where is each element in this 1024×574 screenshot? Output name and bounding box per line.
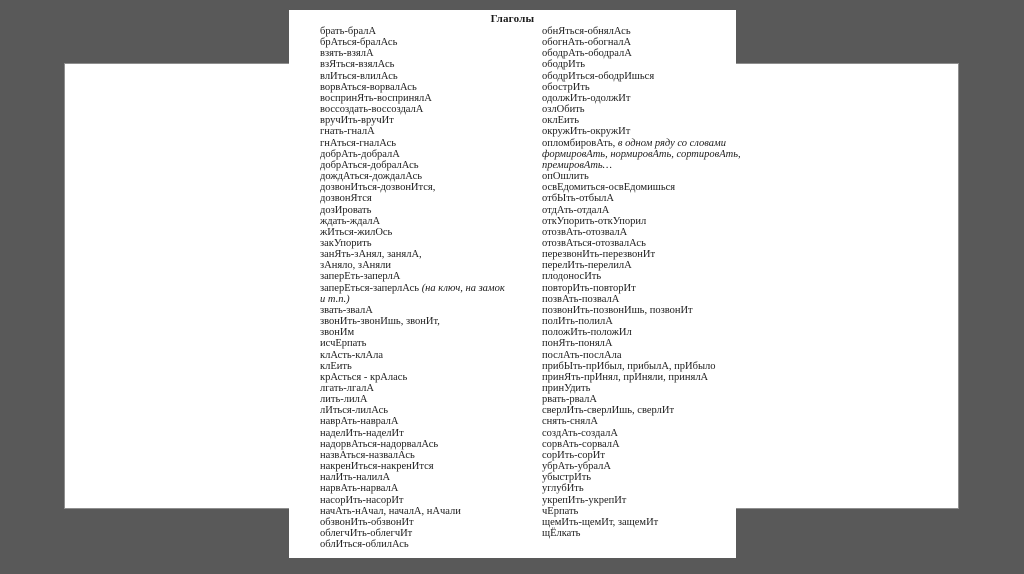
verb-line <box>542 182 741 193</box>
verb-text: оклЕить <box>542 115 580 127</box>
verb-text: сорИть-сорИт <box>542 449 605 461</box>
verb-text: чЕрпать <box>542 505 579 517</box>
verb-line <box>542 82 741 93</box>
verb-text: добрАться-добралАсь <box>320 159 419 171</box>
verb-line <box>320 350 505 361</box>
verb-text: сверлИть-сверлИшь, сверлИт <box>542 405 675 417</box>
verb-line <box>320 238 505 249</box>
verb-text: клАсть-клАла <box>320 349 384 361</box>
verb-line <box>320 37 505 48</box>
verb-text: полИть-полилА <box>542 316 613 328</box>
slide-page <box>289 10 741 558</box>
verb-line <box>542 59 741 70</box>
verb-line <box>542 383 741 394</box>
verb-line <box>542 249 741 260</box>
verb-line <box>320 138 505 149</box>
verb-line <box>320 495 505 506</box>
verb-text: закУпорить <box>320 237 372 249</box>
verb-line <box>320 539 505 550</box>
verb-text: брать-бралА <box>320 26 377 37</box>
verb-text: клЕить <box>320 360 352 372</box>
verb-line <box>542 294 741 305</box>
verb-line <box>542 93 741 104</box>
verb-text: отозвАться-отозвалАсь <box>542 237 646 249</box>
verb-text: лгать-лгалА <box>320 383 374 394</box>
verb-line <box>542 205 741 216</box>
verbs-column-left <box>320 26 505 550</box>
verb-text: плодоносИть <box>542 271 602 283</box>
verb-text: послАть-послАла <box>542 349 622 361</box>
verb-line <box>542 138 741 149</box>
verb-line <box>320 383 505 394</box>
verb-line <box>542 416 741 427</box>
verb-text: зАняло, зАняли <box>320 260 391 272</box>
verb-text: принЯть-прИнял, прИняли, принялА <box>542 371 709 383</box>
verb-text: опОшлить <box>542 171 589 183</box>
verb-line <box>320 260 505 271</box>
verb-note-italic: формировАть, нормировАть, сортировАть, <box>542 148 741 160</box>
verbs-column-right <box>542 26 741 539</box>
verb-text: отбЫть-отбылА <box>542 193 614 205</box>
verb-text: ободрАть-ободралА <box>542 48 632 60</box>
verb-line <box>542 461 741 472</box>
verb-line <box>320 294 505 305</box>
verb-text: сорвАть-сорвалА <box>542 438 620 450</box>
verb-line <box>542 405 741 416</box>
verb-line <box>320 115 505 126</box>
verb-text: создАть-создалА <box>542 427 618 439</box>
verb-text: обогнАть-обогналА <box>542 37 632 49</box>
verb-line <box>320 283 505 294</box>
verb-line <box>320 104 505 115</box>
verb-line <box>320 149 505 160</box>
verb-text: обзвонИть-обзвонИт <box>320 516 414 528</box>
verb-line <box>542 361 741 372</box>
verb-text: понЯть-понялА <box>542 338 613 350</box>
verb-line <box>320 394 505 405</box>
verb-text: прибЫть-прИбыл, прибылА, прИбыло <box>542 360 716 372</box>
verb-text: убыстрИть <box>542 472 592 484</box>
verb-line <box>320 271 505 282</box>
verb-text: одолжИть-одолжИт <box>542 92 631 104</box>
verb-line <box>542 271 741 282</box>
verb-text: откУпорить-откУпорил <box>542 215 647 227</box>
verb-text: накренИться-накренИтся <box>320 461 434 473</box>
verb-line <box>320 249 505 260</box>
verb-line <box>320 160 505 171</box>
verb-text: положИть-положИл <box>542 327 632 339</box>
verb-text: повторИть-повторИт <box>542 282 636 294</box>
verb-text: обострИть <box>542 81 590 93</box>
verb-line <box>542 450 741 461</box>
verb-line <box>320 71 505 82</box>
verb-line <box>320 327 505 338</box>
verb-text: лить-лилА <box>320 394 368 406</box>
verb-line <box>542 216 741 227</box>
verb-line <box>320 361 505 372</box>
verb-line <box>542 372 741 383</box>
verb-text: добрАть-добралА <box>320 148 400 160</box>
verb-text: углубИть <box>542 483 584 495</box>
verb-text: окружИть-окружИт <box>542 126 631 138</box>
verb-text: крАсться - крАлась <box>320 371 408 383</box>
verb-line <box>542 37 741 48</box>
verb-line <box>542 283 741 294</box>
verb-note-italic: премировАть… <box>542 159 613 171</box>
verb-line <box>542 394 741 405</box>
verb-line <box>542 316 741 327</box>
verb-note-italic: в одном ряду со словами <box>615 137 726 149</box>
verb-text: занЯть-зАнял, занялА, <box>320 249 422 261</box>
verb-line <box>320 316 505 327</box>
verb-text: дозИровать <box>320 204 372 216</box>
verb-text: звонИм <box>320 327 355 339</box>
verb-line <box>542 327 741 338</box>
verb-text: облИться-облилАсь <box>320 539 409 551</box>
verb-text: ждать-ждалА <box>320 215 381 227</box>
verb-line <box>320 338 505 349</box>
verb-text: воспринЯть-воспринялА <box>320 92 432 104</box>
verb-line <box>542 517 741 528</box>
verb-line <box>542 171 741 182</box>
verb-text: ободрИться-ободрИшься <box>542 70 655 82</box>
verb-line <box>542 472 741 483</box>
verb-text: щемИть-щемИт, защемИт <box>542 516 659 528</box>
verbs-title: Глаголы <box>490 13 535 25</box>
verb-line <box>542 71 741 82</box>
verb-text: вручИть-вручИт <box>320 115 394 127</box>
verb-line <box>320 93 505 104</box>
verb-line <box>542 104 741 115</box>
verb-text: жИться-жилОсь <box>320 226 393 238</box>
verb-text: наделИть-наделИт <box>320 427 404 439</box>
verb-text: начАть-нАчал, началА, нАчали <box>320 505 461 517</box>
verb-line <box>320 205 505 216</box>
verb-line <box>320 59 505 70</box>
verb-text: назвАться-назвалАсь <box>320 449 415 461</box>
verb-line <box>320 126 505 137</box>
verb-line <box>542 126 741 137</box>
verb-line <box>320 372 505 383</box>
verb-text: озлОбить <box>542 104 585 116</box>
verb-line <box>542 115 741 126</box>
verb-line <box>320 461 505 472</box>
verb-text: влИться-влилАсь <box>320 70 398 82</box>
verb-text: обнЯться-обнялАсь <box>542 26 631 37</box>
verb-text: гнАться-гналАсь <box>320 137 397 149</box>
verb-line <box>542 495 741 506</box>
verb-line <box>320 483 505 494</box>
verb-line <box>542 528 741 539</box>
verb-line <box>320 227 505 238</box>
verb-text: принУдить <box>542 383 591 394</box>
verb-line <box>320 506 505 517</box>
verb-text: освЕдомиться-освЕдомишься <box>542 182 676 194</box>
verb-line <box>542 483 741 494</box>
verb-line <box>542 506 741 517</box>
verb-text: отдАть-отдалА <box>542 204 610 216</box>
verb-text: снять-снялА <box>542 416 598 428</box>
verb-text: нарвАть-нарвалА <box>320 483 399 495</box>
verb-line <box>542 350 741 361</box>
verb-note-italic: и т.п.) <box>320 293 350 305</box>
verb-line <box>542 227 741 238</box>
verb-text: заперЕться-заперлАсь <box>320 282 422 294</box>
verb-text: ворвАться-ворвалАсь <box>320 81 417 93</box>
verb-text: насорИть-насорИт <box>320 494 404 506</box>
verb-line <box>320 216 505 227</box>
verb-line <box>542 238 741 249</box>
verb-text: перезвонИть-перезвонИт <box>542 249 656 261</box>
verb-line <box>320 472 505 483</box>
verb-line <box>542 26 741 37</box>
verb-line <box>320 26 505 37</box>
verb-text: исчЕрпать <box>320 338 367 350</box>
verb-line <box>320 428 505 439</box>
verb-text: наврАть-навралА <box>320 416 399 428</box>
verb-line <box>320 182 505 193</box>
verb-text: гнать-гналА <box>320 126 375 138</box>
verb-text: дозвонИться-дозвонИтся, <box>320 182 436 194</box>
verb-text: убрАть-убралА <box>542 461 611 473</box>
verb-text: позвАть-позвалА <box>542 293 620 305</box>
verb-text: дозвонЯтся <box>320 193 372 205</box>
verb-text: рвать-рвалА <box>542 394 597 406</box>
verb-text: надорвАться-надорвалАсь <box>320 438 439 450</box>
verb-line <box>320 305 505 316</box>
verb-text: воссоздать-воссоздалА <box>320 104 424 116</box>
verb-line <box>542 428 741 439</box>
verb-line <box>542 439 741 450</box>
verb-line <box>320 517 505 528</box>
verb-text: заперЕть-заперлА <box>320 271 401 283</box>
verb-note-italic: (на ключ, на замок <box>421 282 505 294</box>
verb-line <box>320 416 505 427</box>
verb-line <box>320 171 505 182</box>
verb-text: звонИть-звонИшь, звонИт, <box>320 316 440 328</box>
verb-text: опломбировАть, <box>542 137 616 149</box>
verb-line <box>320 82 505 93</box>
verb-text: ободрИть <box>542 59 586 71</box>
verb-text: налИть-налилА <box>320 472 391 484</box>
verb-text: дождАться-дождалАсь <box>320 171 423 183</box>
verb-line <box>542 160 741 171</box>
verb-line <box>542 193 741 204</box>
verb-line <box>542 260 741 271</box>
verb-text: укрепИть-укрепИт <box>542 494 627 506</box>
verb-line <box>320 450 505 461</box>
verb-text: щЁлкать <box>542 528 581 540</box>
verb-line <box>542 305 741 316</box>
verb-text: взЯться-взялАсь <box>320 59 395 71</box>
verb-text: позвонИть-позвонИшь, позвонИт <box>542 304 693 316</box>
verb-text: отозвАть-отозвалА <box>542 226 628 238</box>
verb-text: лИться-лилАсь <box>320 405 389 417</box>
verb-line <box>320 48 505 59</box>
verb-line <box>320 405 505 416</box>
verb-line <box>542 338 741 349</box>
verb-line <box>542 149 741 160</box>
verb-text: взять-взялА <box>320 48 374 60</box>
verb-text: брАться-бралАсь <box>320 37 398 49</box>
verb-text: облегчИть-облегчИт <box>320 528 413 540</box>
verb-line <box>320 439 505 450</box>
verb-text: звать-звалА <box>320 304 373 316</box>
verb-line <box>320 528 505 539</box>
verb-text: перелИть-перелилА <box>542 260 632 272</box>
verb-line <box>542 48 741 59</box>
verb-line <box>320 193 505 204</box>
